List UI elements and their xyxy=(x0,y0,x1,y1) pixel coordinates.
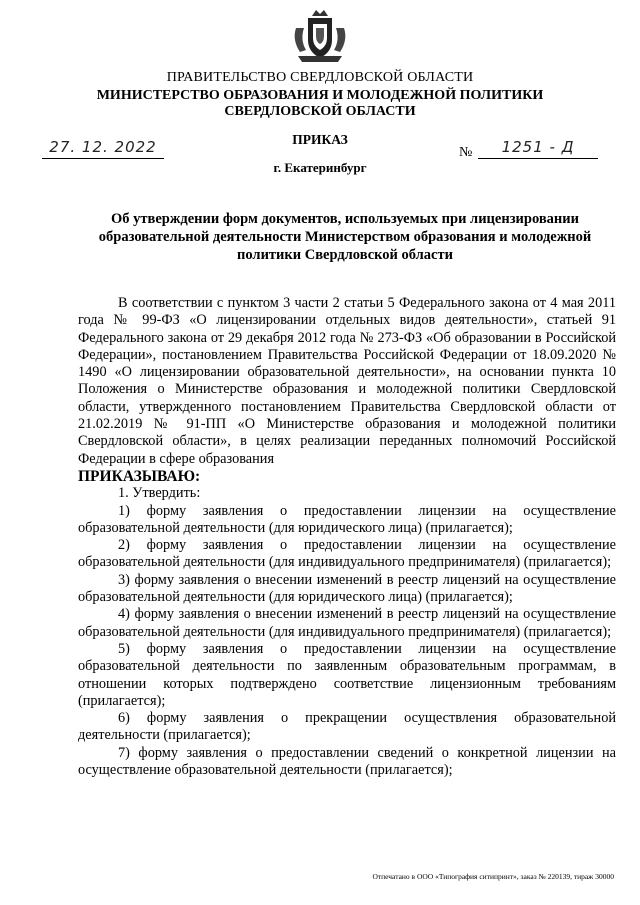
list-item: 5) форму заявления о предоставлении лицензии на осуществление образовательной деятельности по заявленным образовательным программам, в отношении которых подтверждено соответствие лицензионным требованиям (прилагается); xyxy=(78,640,616,709)
list-item: 7) форму заявления о предоставлении сведений о конкретной лицензии на осуществление образовательной деятельности (прилагается); xyxy=(78,744,616,779)
document-body xyxy=(78,295,616,779)
list-item: 4) форму заявления о внесении изменений в реестр лицензий на осуществление образовательной деятельности (для индивидуального предпринимателя) (прилагается); xyxy=(78,606,616,640)
ministry-line-2: СВЕРДЛОВСКОЙ ОБЛАСТИ xyxy=(224,104,416,119)
list-item: 6) форму заявления о прекращении осуществления образовательной деятельности (прилагается); xyxy=(78,710,616,744)
ministry-name xyxy=(0,88,640,120)
order-title: ПРИКАЗ xyxy=(292,132,348,147)
print-footer: Отпечатано в ООО «Типография ситипринт», заказ № 220139, тираж 30000 xyxy=(372,872,614,881)
order-date: 27. 12. 2022 xyxy=(42,138,164,159)
coat-of-arms-icon xyxy=(288,6,352,66)
government-name: ПРАВИТЕЛЬСТВО СВЕРДЛОВСКОЙ ОБЛАСТИ xyxy=(166,70,474,85)
approve-heading: 1. Утвердить: xyxy=(118,485,201,502)
order-number-label: № xyxy=(459,145,473,160)
decree-word: ПРИКАЗЫВАЮ: xyxy=(78,467,201,485)
document-title: Об утверждении форм документов, используемых при лицензировании образовательной деятельности Министерством образования и молодежной политики Свердловской области xyxy=(98,211,592,263)
preamble: В соответствии с пунктом 3 части 2 статьи 5 Федерального закона от 4 мая 2011 года № 99-ФЗ «О лицензировании отдельных видов деятельности», статьей 91 Федерального закона от 29 декабря 2012 года № 273-ФЗ «Об образовании в Российской Федерации», постановлением Правительства Российской Федерации от 18.09.2020 № 1490 «О лицензировании образовательной деятельности», на основании пункта 10 Положения о Министерстве образования и молодежной политики Свердловской области, утвержденного постановлением Правительства Свердловской области от 21.02.2019 № 91-ПП «О Министерстве образования и молодежной политики Свердловской области», в целях реализации переданных полномочий Российской Федерации в сфере образования xyxy=(78,295,616,467)
ministry-line-1: МИНИСТЕРСТВО ОБРАЗОВАНИЯ И МОЛОДЕЖНОЙ ПОЛИТИКИ xyxy=(96,88,544,103)
list-item: 1) форму заявления о предоставлении лицензии на осуществление образовательной деятельности (для юридического лица) (прилагается); xyxy=(78,502,616,536)
order-city: г. Екатеринбург xyxy=(273,160,367,175)
list-item: 3) форму заявления о внесении изменений в реестр лицензий на осуществление образовательной деятельности (для юридического лица) (прилагается); xyxy=(78,571,616,606)
order-number: 1251 - Д xyxy=(478,138,598,159)
list-item: 2) форму заявления о предоставлении лицензии на осуществление образовательной деятельности (для индивидуального предпринимателя) (прилагается); xyxy=(78,537,616,571)
